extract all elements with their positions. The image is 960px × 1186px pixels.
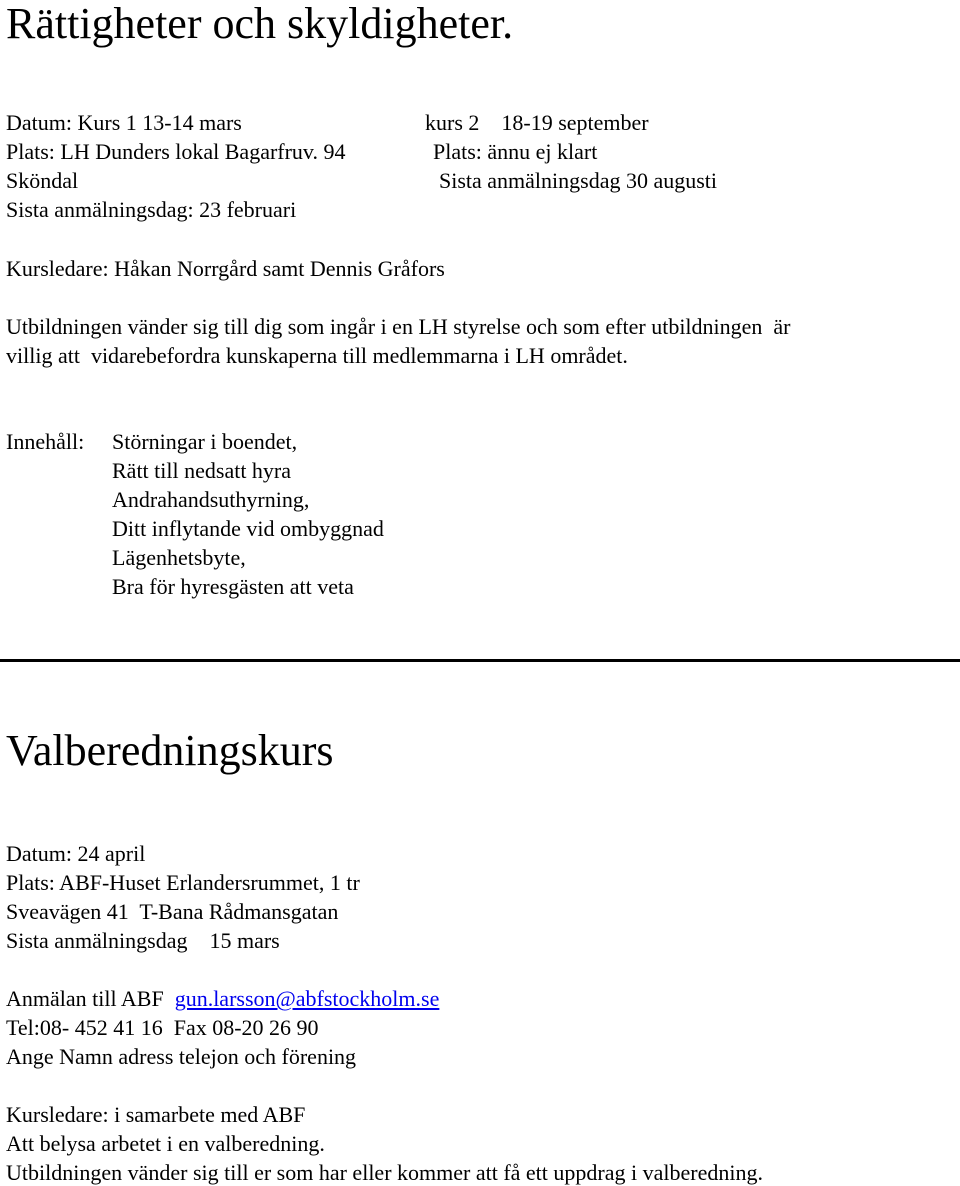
course2-address: Sveavägen 41 T-Bana Rådmansgatan <box>6 899 339 924</box>
course1-content-item: Störningar i boendet, <box>112 429 298 454</box>
course2-title: Valberedningskurs <box>6 726 334 775</box>
course1-place-left: Plats: LH Dunders lokal Bagarfruv. 94 <box>6 139 346 164</box>
course1-title: Rättigheter och skyldigheter. <box>6 0 514 48</box>
signup-email-link[interactable]: gun.larsson@abfstockholm.se <box>174 986 440 1011</box>
course1-description-line1: Utbildningen vänder sig till dig som ingår i en LH styrelse och som efter utbildningen är <box>6 314 791 339</box>
course1-description-line2: villig att vidarebefordra kunskaperna till medlemmarna i LH området. <box>6 343 628 368</box>
course1-leader: Kursledare: Håkan Norrgård samt Dennis Gråfors <box>6 256 445 281</box>
course2-leader: Kursledare: i samarbete med ABF <box>6 1102 306 1127</box>
course2-signup-instructions: Ange Namn adress telejon och förening <box>6 1044 357 1069</box>
course2-audience: Utbildningen vänder sig till er som har eller kommer att få ett uppdrag i valberedning. <box>6 1160 763 1185</box>
course1-content-item: Andrahandsuthyrning, <box>112 487 310 512</box>
course2-signup <box>6 988 439 1010</box>
section-divider <box>0 659 960 662</box>
course2-place: Plats: ABF-Huset Erlandersrummet, 1 tr <box>6 870 360 895</box>
course1-content-item: Ditt inflytande vid ombyggnad <box>112 516 384 541</box>
course1-content-item: Rätt till nedsatt hyra <box>112 458 292 483</box>
course2-date: Datum: 24 april <box>6 841 146 866</box>
course1-place-right: Plats: ännu ej klart <box>433 139 598 164</box>
course1-date-right: kurs 2 18-19 september <box>425 110 649 135</box>
course2-phone-fax: Tel:08- 452 41 16 Fax 08-20 26 90 <box>6 1015 319 1040</box>
course1-date-left: Datum: Kurs 1 13-14 mars <box>6 110 242 135</box>
signup-label: Anmälan till ABF <box>6 986 175 1011</box>
course1-content-label: Innehåll: <box>6 429 85 454</box>
course1-place-left-cont: Sköndal <box>6 168 79 193</box>
course1-deadline-left: Sista anmälningsdag: 23 februari <box>6 197 297 222</box>
course1-content-item: Lägenhetsbyte, <box>112 545 246 570</box>
course2-deadline: Sista anmälningsdag 15 mars <box>6 928 280 953</box>
course1-content-item: Bra för hyresgästen att veta <box>112 574 354 599</box>
course1-deadline-right: Sista anmälningsdag 30 augusti <box>439 168 718 193</box>
course2-purpose: Att belysa arbetet i en valberedning. <box>6 1131 325 1156</box>
